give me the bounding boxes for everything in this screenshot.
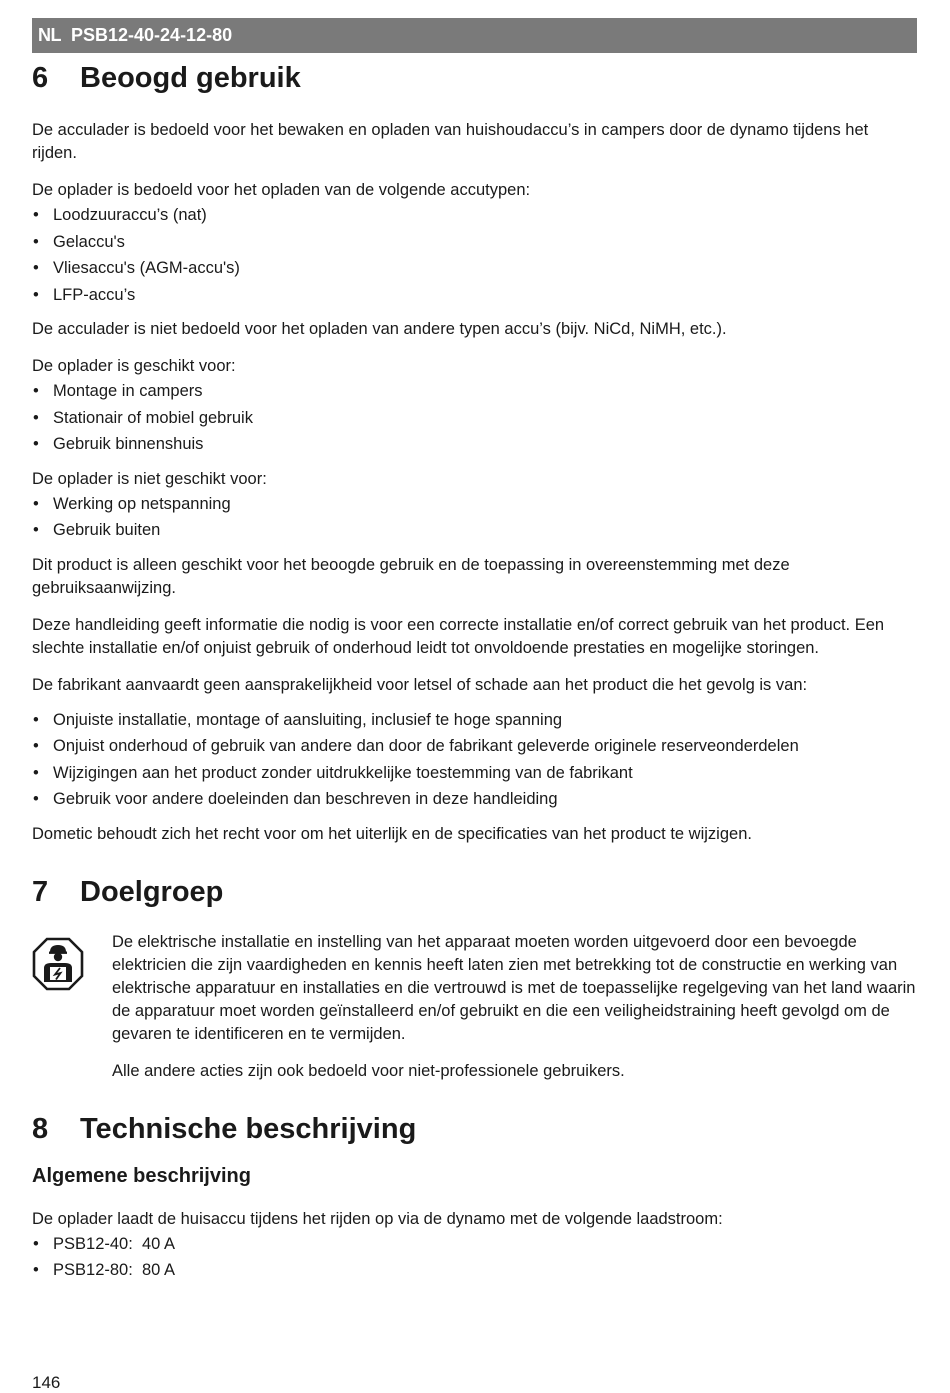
paragraph: De fabrikant aanvaardt geen aansprakelijkheid voor letsel of schade aan het product die het gevolg is van:	[32, 675, 808, 694]
list-item: • Gebruik voor andere doeleinden dan beschreven in deze handleiding	[32, 786, 917, 813]
paragraph: De oplader laadt de huisaccu tijdens het rijden op via de dynamo met de volgende laadstroom:	[32, 1209, 723, 1228]
list-item: • Wijzigingen aan het product zonder uitdrukkelijke toestemming van de fabrikant	[32, 760, 917, 787]
list-item: • Stationair of mobiel gebruik	[32, 405, 917, 432]
page-content	[32, 62, 917, 1284]
list-item: • Werking op netspanning	[32, 491, 917, 518]
battery-types-list	[32, 202, 917, 308]
suitable-list	[32, 378, 917, 458]
list-item: • PSB12-80: 80 A	[32, 1257, 917, 1284]
paragraph: De elektrische installatie en instelling van het apparaat moeten worden uitgevoerd door een bevoegde elektricien die zijn vaardigheden en kennis heeft laten zien met betrekking tot de constructie en werking van elektrische apparatuur en installaties en die vertrouwd is met de toepasselijke regelgeving van het land waarin de apparatuur moet worden geïnstalleerd en/of gebruikt en die een veiligheidstraining heeft gevolgd om de gevaren te identificeren en te vermijden.	[112, 932, 916, 1043]
section-6-heading	[32, 62, 917, 95]
section-number: 8	[32, 1112, 49, 1145]
paragraph: Dit product is alleen geschikt voor het beoogde gebruik en de toepassing in overeenstemming met deze gebruiksaanwijzing.	[32, 555, 790, 597]
list-item: • Montage in campers	[32, 378, 917, 405]
list-item: • Vliesaccu's (AGM-accu's)	[32, 255, 917, 282]
electrician-icon	[32, 937, 84, 991]
section-title: Doelgroep	[80, 875, 224, 908]
paragraph: De acculader is niet bedoeld voor het opladen van andere typen accu’s (bijv. NiCd, NiMH, etc.).	[32, 320, 727, 338]
paragraph: De acculader is bedoeld voor het bewaken en opladen van huishoudaccu’s in campers door de dynamo tijdens het rijden.	[32, 121, 869, 162]
subsection-heading: Algemene beschrijving	[32, 1164, 251, 1187]
paragraph: Alle andere acties zijn ook bedoeld voor niet-professionele gebruikers.	[112, 1061, 625, 1080]
paragraph: Dometic behoudt zich het recht voor om het uiterlijk en de specificaties van het product te wijzigen.	[32, 824, 752, 843]
section-number: 7	[32, 875, 49, 908]
list-item: • PSB12-40: 40 A	[32, 1231, 917, 1258]
section-title: Technische beschrijving	[80, 1112, 417, 1145]
paragraph: De oplader is bedoeld voor het opladen van de volgende accutypen:	[32, 181, 531, 199]
section-8-heading	[32, 1113, 917, 1146]
paragraph: De oplader is geschikt voor:	[32, 357, 236, 375]
section-7-heading	[32, 876, 917, 909]
charging-current-list	[32, 1231, 917, 1284]
list-item: • Gebruik binnenshuis	[32, 431, 917, 458]
page-number: 146	[32, 1373, 61, 1392]
list-item: • Onjuiste installatie, montage of aansluiting, inclusief te hoge spanning	[32, 707, 917, 734]
section-title: Beoogd gebruik	[80, 62, 301, 94]
header-bar	[32, 18, 917, 53]
model-number: PSB12-40-24-12-80	[71, 25, 233, 45]
list-item: • LFP-accu’s	[32, 282, 917, 309]
section-number: 6	[32, 62, 49, 94]
list-item: • Loodzuuraccu’s (nat)	[32, 202, 917, 229]
liability-list	[32, 707, 917, 813]
language-code: NL	[38, 25, 61, 45]
list-item: • Gebruik buiten	[32, 517, 917, 544]
not-suitable-list	[32, 491, 917, 544]
list-item: • Onjuist onderhoud of gebruik van andere dan door de fabrikant geleverde originele reserveonderdelen	[32, 733, 917, 760]
paragraph: De oplader is niet geschikt voor:	[32, 469, 267, 488]
target-group-block	[32, 931, 917, 1083]
list-item: • Gelaccu's	[32, 229, 917, 256]
paragraph: Deze handleiding geeft informatie die nodig is voor een correcte installatie en/of correct gebruik van het product. Een slechte installatie en/of onjuist gebruik of onderhoud leidt tot onvoldoende prestaties en mogelijke storingen.	[32, 615, 885, 657]
